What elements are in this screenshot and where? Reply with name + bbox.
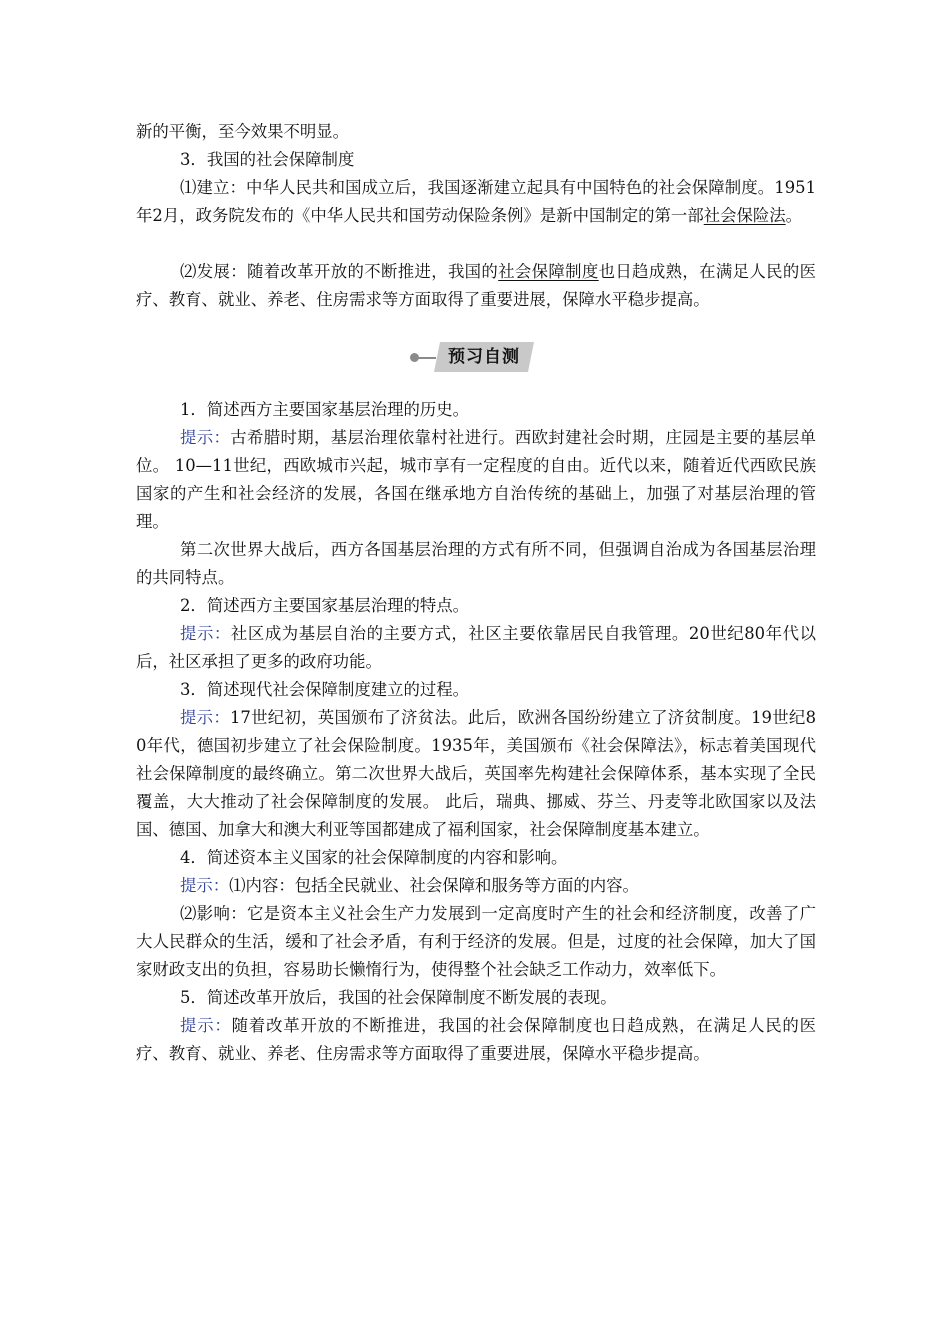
question-3: 3．简述现代社会保障制度建立的过程。 xyxy=(180,680,470,699)
answer-3-text: 17世纪初，英国颁布了济贫法。此后，欧洲各国纷纷建立了济贫制度。19世纪80年代，德国初步建立了社会保险制度。1935年，美国颁布《社会保障法》，标志着美国现代社会保障制度的最终确立。第二次世界大战后，英国率先构建社会保障体系，基本实现了全民覆盖，大大推动了社会保障制度的发展。 此后，瑞典、挪威、芬兰、丹麦等北欧国家以及法国、德国、加拿大和澳大利亚等国都建成了福利国家，社会保障制度基本建立。 xyxy=(136,708,817,839)
establish-underline: 社会保险法 xyxy=(703,206,786,225)
answer-1-text: 古希腊时期，基层治理依靠村社进行。西欧封建社会时期，庄园是主要的基层单位。 10—11世纪，西欧城市兴起，城市享有一定程度的自由。近代以来，随着近代西欧民族国家的产生和社会经济的发展，各国在继承地方自治传统的基础上，加强了对基层治理的管理。 xyxy=(136,428,817,531)
intro-continuation: 新的平衡，至今效果不明显。 xyxy=(136,122,350,141)
answer-4 xyxy=(136,872,816,900)
answer-1 xyxy=(136,424,816,536)
paragraph-development xyxy=(136,258,816,314)
hint-label: 提示： xyxy=(180,624,231,643)
section-title: 预习自测 xyxy=(448,347,520,367)
develop-tail: 也日趋成熟，在满足人民的医疗、教育、就业、养老、住房需求等方面取得了重要进展，保障水平稳步提高。 xyxy=(136,262,817,309)
answer-3 xyxy=(136,704,816,844)
answer-4-text: ⑴内容：包括全民就业、社会保障和服务等方面的内容。 xyxy=(229,876,639,895)
hint-label: 提示： xyxy=(180,428,231,447)
answer-2 xyxy=(136,620,816,676)
question-2: 2．简述西方主要国家基层治理的特点。 xyxy=(180,596,470,615)
question-5: 5．简述改革开放后，我国的社会保障制度不断发展的表现。 xyxy=(180,988,617,1007)
hint-label: 提示： xyxy=(180,1016,232,1035)
develop-text: ⑵发展：随着改革开放的不断推进，我国的 xyxy=(180,262,499,281)
answer-5 xyxy=(136,1012,816,1068)
hint-label: 提示： xyxy=(180,708,230,727)
subheading-social-security: 3．我国的社会保障制度 xyxy=(180,150,355,169)
paragraph-establishment xyxy=(136,174,816,230)
hint-label: 提示： xyxy=(180,876,230,895)
answer-1-continued: 第二次世界大战后，西方各国基层治理的方式有所不同，但强调自治成为各国基层治理的共同特点。 xyxy=(136,540,816,587)
answer-5-text: 随着改革开放的不断推进，我国的社会保障制度也日趋成熟，在满足人民的医疗、教育、就业、养老、住房需求等方面取得了重要进展，保障水平稳步提高。 xyxy=(136,1016,817,1063)
question-1: 1．简述西方主要国家基层治理的历史。 xyxy=(180,400,470,419)
answer-2-text: 社区成为基层自治的主要方式，社区主要依靠居民自我管理。20世纪80年代以后，社区承担了更多的政府功能。 xyxy=(136,624,816,671)
section-banner xyxy=(408,340,538,374)
question-4: 4．简述资本主义国家的社会保障制度的内容和影响。 xyxy=(180,848,568,867)
develop-underline: 社会保障制度 xyxy=(498,262,599,281)
answer-4-continued: ⑵影响：它是资本主义社会生产力发展到一定高度时产生的社会和经济制度，改善了广大人民群众的生活，缓和了社会矛盾，有利于经济的发展。但是，过度的社会保障，加大了国家财政支出的负担，容易助长懒惰行为，使得整个社会缺乏工作动力，效率低下。 xyxy=(136,904,816,979)
establish-tail: 。 xyxy=(785,206,803,225)
establish-text: ⑴建立：中华人民共和国成立后，我国逐渐建立起具有中国特色的社会保障制度。1951年2月，政务院发布的《中华人民共和国劳动保险条例》是新中国制定的第一部 xyxy=(136,178,816,225)
